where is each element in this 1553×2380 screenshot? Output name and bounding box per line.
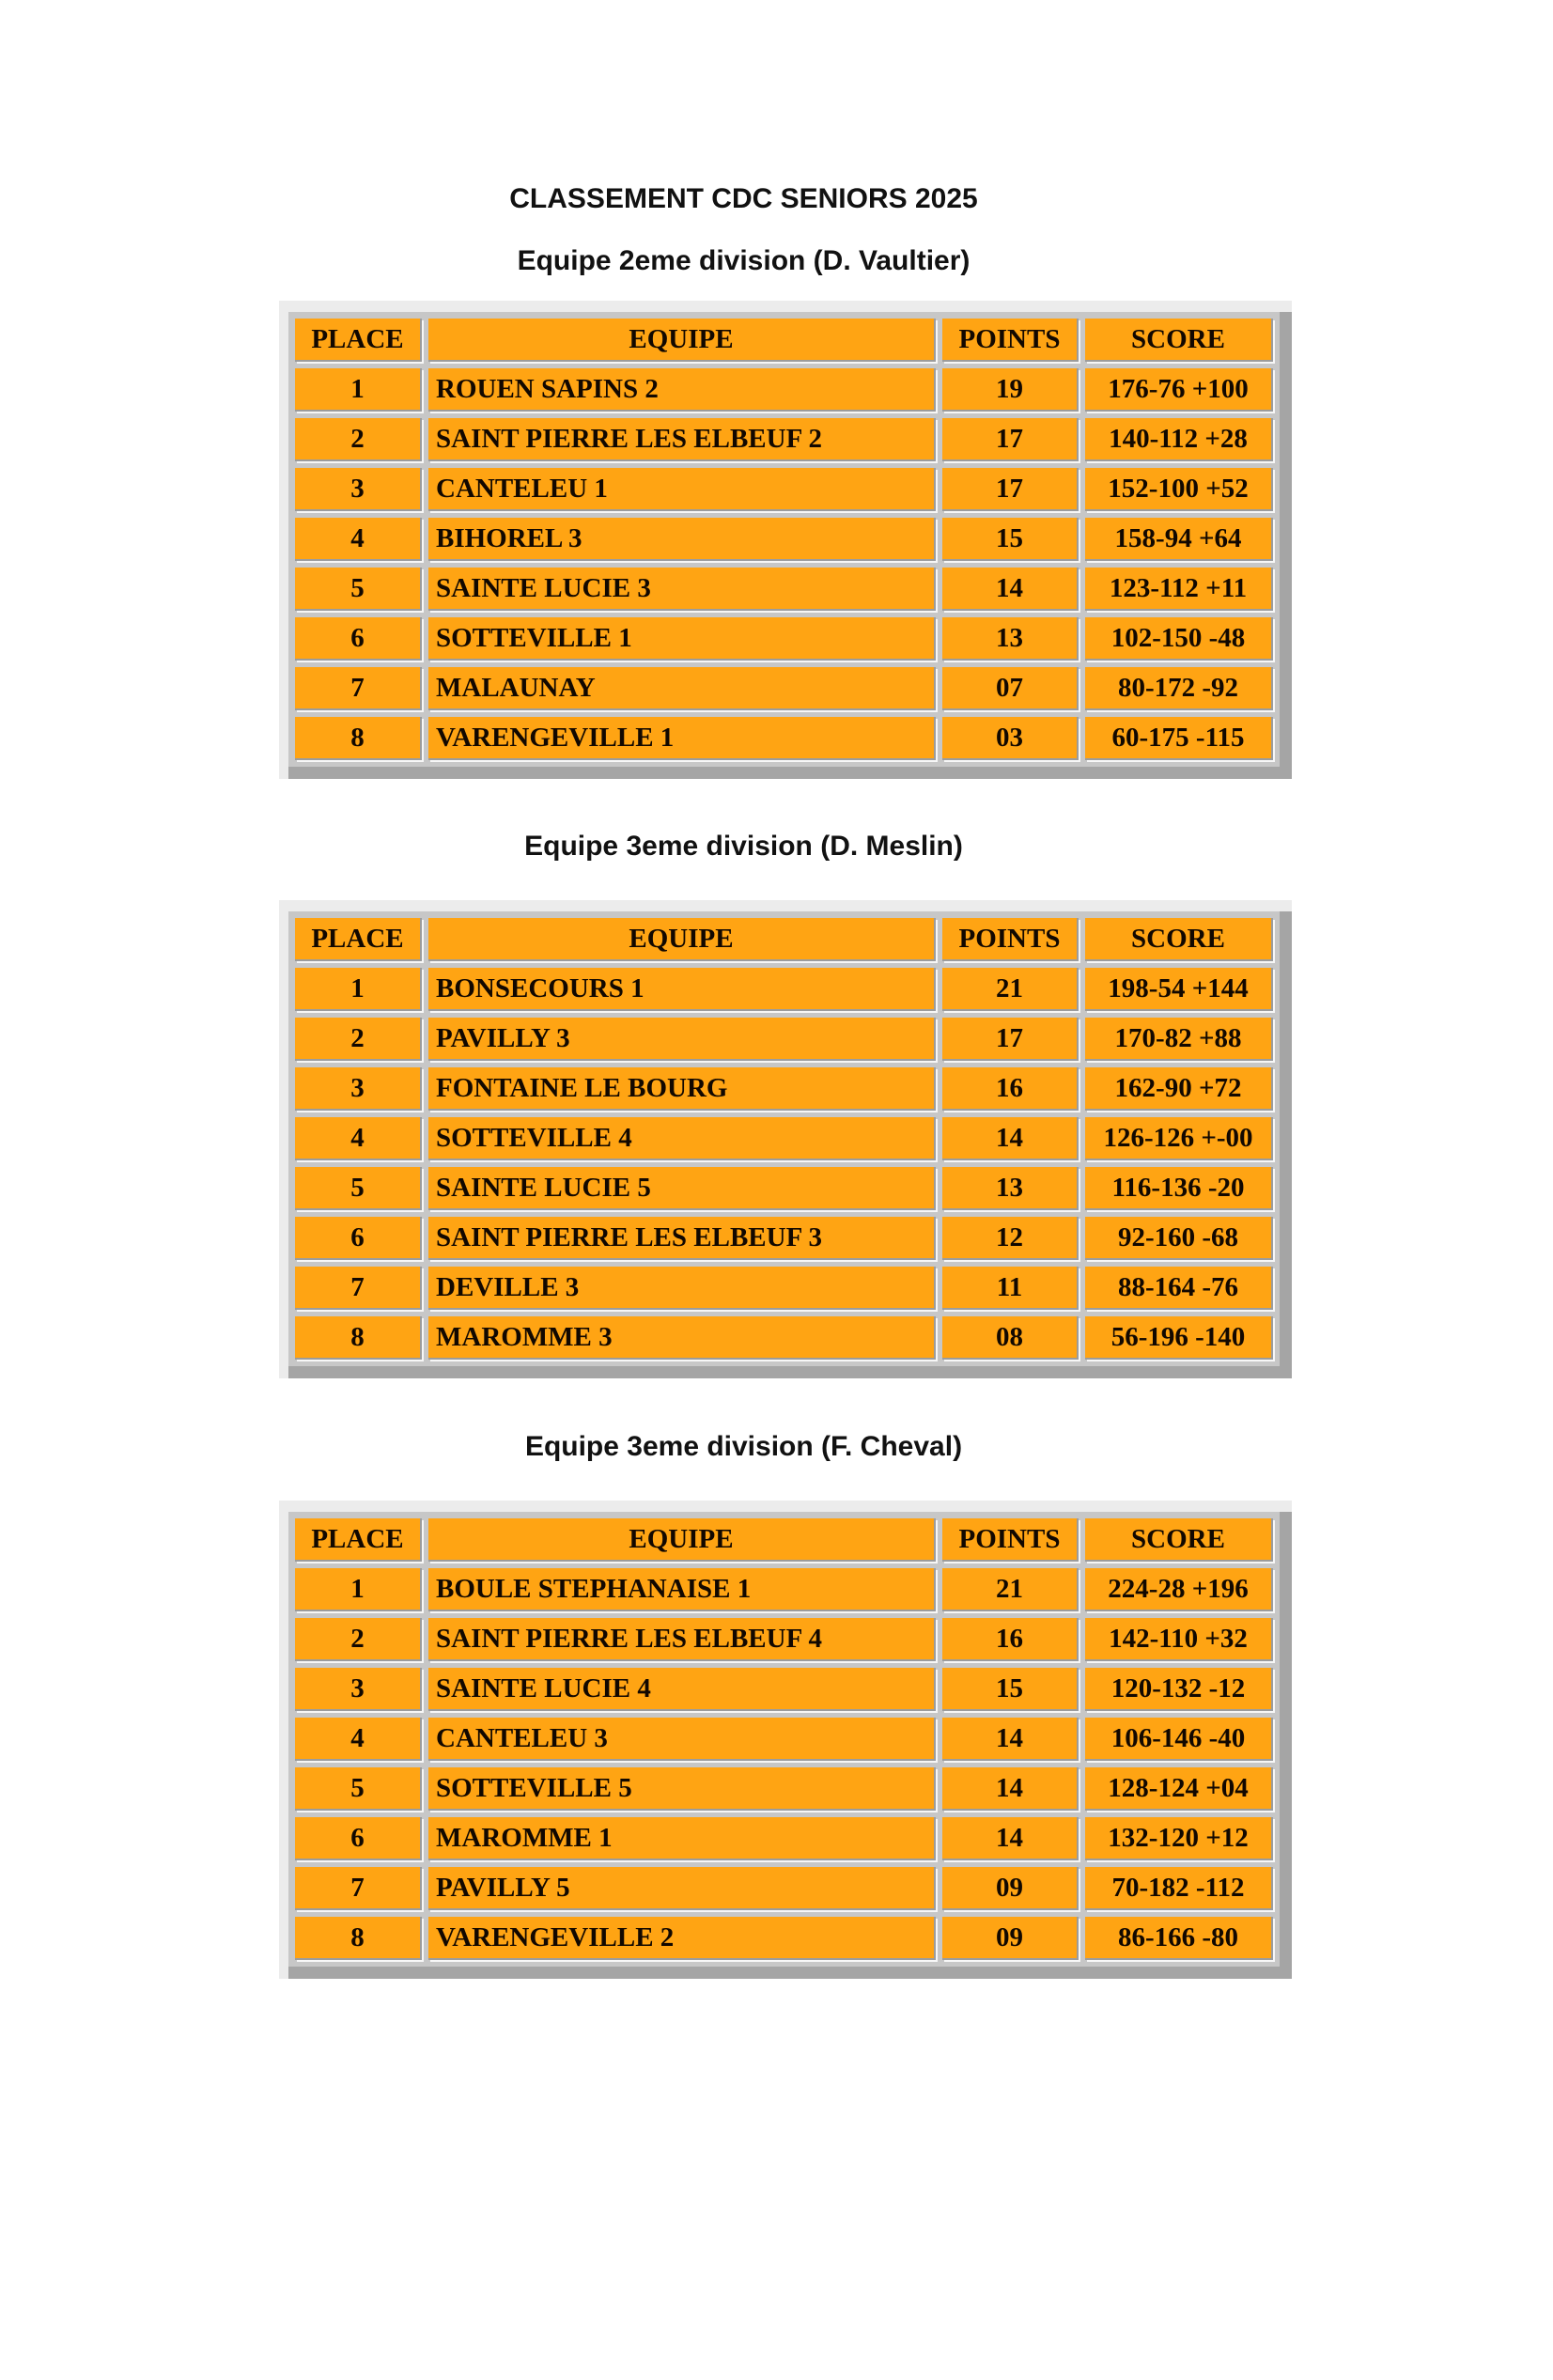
place-cell: 1 [295, 1568, 422, 1611]
equipe-cell: SAINT PIERRE LES ELBEUF 2 [428, 418, 936, 461]
header-place: PLACE [295, 319, 422, 362]
equipe-cell: SOTTEVILLE 4 [428, 1117, 936, 1160]
points-cell: 03 [942, 717, 1079, 760]
points-cell: 14 [942, 568, 1079, 611]
equipe-cell: MAROMME 1 [428, 1817, 936, 1860]
table-header-row [295, 319, 1273, 362]
place-cell: 5 [295, 1167, 422, 1210]
score-cell: 142-110 +32 [1085, 1618, 1273, 1661]
place-cell: 6 [295, 1817, 422, 1860]
equipe-cell: FONTAINE LE BOURG [428, 1067, 936, 1111]
equipe-cell: ROUEN SAPINS 2 [428, 368, 936, 412]
section-subtitle-division-3-cheval: Equipe 3eme division (F. Cheval) [524, 1431, 963, 1462]
table-row [295, 1618, 1273, 1661]
equipe-cell: CANTELEU 3 [428, 1718, 936, 1761]
points-cell: 07 [942, 667, 1079, 710]
points-cell: 14 [942, 1767, 1079, 1811]
score-cell: 152-100 +52 [1085, 468, 1273, 511]
header-points: POINTS [942, 918, 1079, 961]
points-cell: 12 [942, 1217, 1079, 1260]
score-cell: 123-112 +11 [1085, 568, 1273, 611]
points-cell: 21 [942, 1568, 1079, 1611]
place-cell: 4 [295, 1117, 422, 1160]
score-cell: 102-150 -48 [1085, 617, 1273, 661]
header-score: SCORE [1085, 319, 1273, 362]
ranking-table-division-2 [288, 312, 1292, 779]
equipe-cell: BONSECOURS 1 [428, 968, 936, 1011]
ranking-table-frame-3 [279, 1501, 1292, 1979]
table-row [295, 1668, 1273, 1711]
equipe-cell: SOTTEVILLE 1 [428, 617, 936, 661]
table-row [295, 1767, 1273, 1811]
score-cell: 128-124 +04 [1085, 1767, 1273, 1811]
equipe-cell: MALAUNAY [428, 667, 936, 710]
score-cell: 116-136 -20 [1085, 1167, 1273, 1210]
equipe-cell: CANTELEU 1 [428, 468, 936, 511]
place-cell: 7 [295, 1867, 422, 1910]
place-cell: 7 [295, 1267, 422, 1310]
points-cell: 08 [942, 1316, 1079, 1360]
place-cell: 8 [295, 1917, 422, 1960]
table-header-row [295, 918, 1273, 961]
header-equipe: EQUIPE [428, 1518, 936, 1562]
table-row [295, 1067, 1273, 1111]
points-cell: 09 [942, 1917, 1079, 1960]
points-cell: 11 [942, 1267, 1079, 1310]
score-cell: 162-90 +72 [1085, 1067, 1273, 1111]
points-cell: 21 [942, 968, 1079, 1011]
header-score: SCORE [1085, 918, 1273, 961]
score-cell: 56-196 -140 [1085, 1316, 1273, 1360]
place-cell: 3 [295, 1067, 422, 1111]
points-cell: 15 [942, 518, 1079, 561]
points-cell: 13 [942, 1167, 1079, 1210]
header-equipe: EQUIPE [428, 319, 936, 362]
table-row [295, 968, 1273, 1011]
ranking-table-division-3-cheval [288, 1512, 1292, 1979]
table-row [295, 1217, 1273, 1260]
equipe-cell: VARENGEVILLE 2 [428, 1917, 936, 1960]
place-cell: 2 [295, 1018, 422, 1061]
score-cell: 106-146 -40 [1085, 1718, 1273, 1761]
place-cell: 2 [295, 1618, 422, 1661]
equipe-cell: VARENGEVILLE 1 [428, 717, 936, 760]
score-cell: 176-76 +100 [1085, 368, 1273, 412]
place-cell: 7 [295, 667, 422, 710]
place-cell: 5 [295, 1767, 422, 1811]
table-row [295, 1718, 1273, 1761]
header-place: PLACE [295, 918, 422, 961]
table-row [295, 717, 1273, 760]
header-points: POINTS [942, 319, 1079, 362]
table-row [295, 518, 1273, 561]
table-row [295, 468, 1273, 511]
header-equipe: EQUIPE [428, 918, 936, 961]
points-cell: 14 [942, 1718, 1079, 1761]
points-cell: 17 [942, 468, 1079, 511]
score-cell: 88-164 -76 [1085, 1267, 1273, 1310]
equipe-cell: SAINTE LUCIE 5 [428, 1167, 936, 1210]
header-place: PLACE [295, 1518, 422, 1562]
ranking-table-frame-2 [279, 900, 1292, 1378]
table-row [295, 1917, 1273, 1960]
place-cell: 5 [295, 568, 422, 611]
points-cell: 15 [942, 1668, 1079, 1711]
place-cell: 4 [295, 1718, 422, 1761]
score-cell: 158-94 +64 [1085, 518, 1273, 561]
points-cell: 14 [942, 1817, 1079, 1860]
points-cell: 16 [942, 1618, 1079, 1661]
table-row [295, 1018, 1273, 1061]
table-row [295, 568, 1273, 611]
header-points: POINTS [942, 1518, 1079, 1562]
header-score: SCORE [1085, 1518, 1273, 1562]
score-cell: 224-28 +196 [1085, 1568, 1273, 1611]
equipe-cell: PAVILLY 3 [428, 1018, 936, 1061]
table-row [295, 1117, 1273, 1160]
score-cell: 70-182 -112 [1085, 1867, 1273, 1910]
score-cell: 140-112 +28 [1085, 418, 1273, 461]
equipe-cell: SOTTEVILLE 5 [428, 1767, 936, 1811]
place-cell: 2 [295, 418, 422, 461]
score-cell: 198-54 +144 [1085, 968, 1273, 1011]
place-cell: 8 [295, 717, 422, 760]
score-cell: 60-175 -115 [1085, 717, 1273, 760]
points-cell: 17 [942, 1018, 1079, 1061]
place-cell: 3 [295, 468, 422, 511]
place-cell: 3 [295, 1668, 422, 1711]
score-cell: 86-166 -80 [1085, 1917, 1273, 1960]
place-cell: 6 [295, 617, 422, 661]
equipe-cell: SAINT PIERRE LES ELBEUF 4 [428, 1618, 936, 1661]
table-row [295, 1568, 1273, 1611]
place-cell: 4 [295, 518, 422, 561]
points-cell: 13 [942, 617, 1079, 661]
place-cell: 1 [295, 968, 422, 1011]
equipe-cell: PAVILLY 5 [428, 1867, 936, 1910]
score-cell: 170-82 +88 [1085, 1018, 1273, 1061]
section-subtitle-division-2: Equipe 2eme division (D. Vaultier) [517, 245, 971, 276]
score-cell: 132-120 +12 [1085, 1817, 1273, 1860]
table-row [295, 667, 1273, 710]
score-cell: 80-172 -92 [1085, 667, 1273, 710]
points-cell: 19 [942, 368, 1079, 412]
equipe-cell: BOULE STEPHANAISE 1 [428, 1568, 936, 1611]
score-cell: 92-160 -68 [1085, 1217, 1273, 1260]
page-title: CLASSEMENT CDC SENIORS 2025 [509, 183, 978, 214]
points-cell: 16 [942, 1067, 1079, 1111]
points-cell: 17 [942, 418, 1079, 461]
table-row [295, 418, 1273, 461]
table-row [295, 368, 1273, 412]
equipe-cell: SAINTE LUCIE 4 [428, 1668, 936, 1711]
table-row [295, 1316, 1273, 1360]
place-cell: 8 [295, 1316, 422, 1360]
score-cell: 126-126 +-00 [1085, 1117, 1273, 1160]
ranking-table-division-3-meslin [288, 911, 1292, 1378]
points-cell: 14 [942, 1117, 1079, 1160]
table-row [295, 1267, 1273, 1310]
equipe-cell: BIHOREL 3 [428, 518, 936, 561]
score-cell: 120-132 -12 [1085, 1668, 1273, 1711]
table-row [295, 1817, 1273, 1860]
table-row [295, 1167, 1273, 1210]
section-subtitle-division-3-meslin: Equipe 3eme division (D. Meslin) [524, 831, 963, 862]
equipe-cell: DEVILLE 3 [428, 1267, 936, 1310]
table-row [295, 1867, 1273, 1910]
points-cell: 09 [942, 1867, 1079, 1910]
equipe-cell: MAROMME 3 [428, 1316, 936, 1360]
place-cell: 1 [295, 368, 422, 412]
place-cell: 6 [295, 1217, 422, 1260]
equipe-cell: SAINT PIERRE LES ELBEUF 3 [428, 1217, 936, 1260]
equipe-cell: SAINTE LUCIE 3 [428, 568, 936, 611]
table-header-row [295, 1518, 1273, 1562]
table-row [295, 617, 1273, 661]
ranking-table-frame-1 [279, 301, 1292, 779]
